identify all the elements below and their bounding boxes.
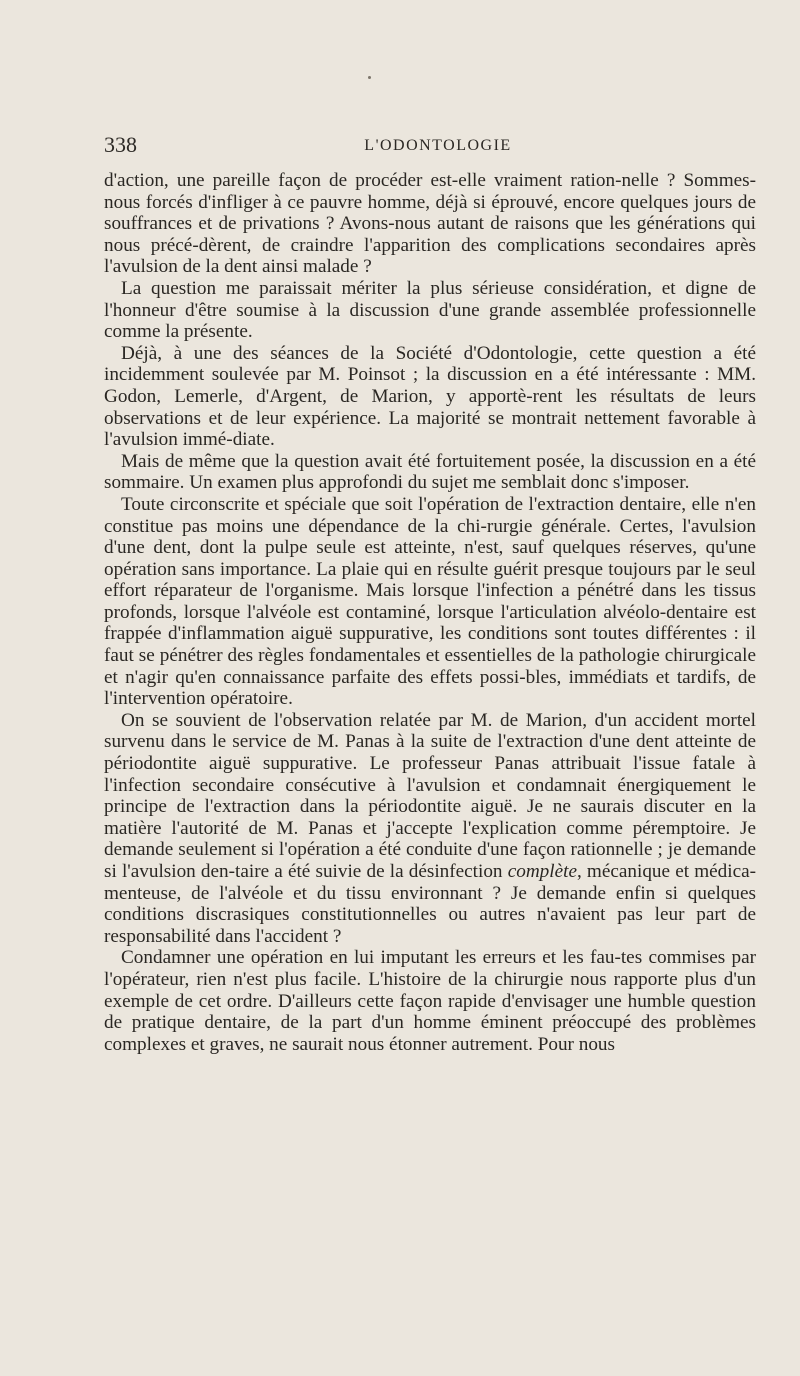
page-number: 338 <box>104 132 137 157</box>
paragraph-text: d'action, une pareille façon de procéder est-elle vraiment ration-nelle ? Sommes-nous forcés d'infliger à ce pauvre homme, déjà si éprouvé, encore quelques jours de souffrances et de privations ? Avons-nous autant de raisons que les générations qui nous précé-dèrent, de craindre l'apparition des complications secondaires après l'avulsion de la dent ainsi malade ? <box>104 170 756 278</box>
paragraph-text: Condamner une opération en lui imputant les erreurs et les fau-tes commises par l'opérateur, rien n'est plus facile. L'histoire de la chirurgie nous rapporte plus d'un exemple de cet ordre. D'ailleurs cette façon rapide d'envisager une humble question de pratique dentaire, de la part d'un homme éminent préoccupé des problèmes complexes et graves, ne saurait nous étonner autrement. Pour nous <box>104 947 756 1055</box>
emphasis-text: complète <box>507 861 577 882</box>
page-header <box>104 132 756 158</box>
paragraph-text: Mais de même que la question avait été fortuitement posée, la discussion en a été sommaire. Un examen plus approfondi du sujet me semblait donc s'imposer. <box>104 450 756 494</box>
paragraph-text: La question me paraissait mériter la plus sérieuse considération, et digne de l'honneur d'être soumise à la discussion d'une grande assemblée professionnelle comme la présente. <box>104 277 756 343</box>
paragraph <box>104 494 756 710</box>
paragraph <box>104 947 756 1055</box>
paragraph-text: , mécanique et médica-menteuse, de l'alvéole et du tissu environnant ? Je demande enfin si quelques conditions discrasiques constitutionnelles ou autres n'avaient pas leur part de responsabilité dans l'accident ? <box>104 861 756 947</box>
paragraph-text: On se souvient de l'observation relatée par M. de Marion, d'un accident mortel survenu dans le service de M. Panas à la suite de l'extraction d'une dent atteinte de périodontite aiguë suppurative. Le professeur Panas attribuait l'issue fatale à l'infection secondaire consécutive à l'avulsion et condamnait énergiquement le principe de l'extraction dans la périodontite aiguë. Je ne saurais discuter en la matière l'autorité de M. Panas et j'accepte l'explication comme péremptoire. Je demande seulement si l'opération a été conduite d'une façon rationnelle ; je demande si l'avulsion den-taire a été suivie de la désinfection <box>104 709 756 882</box>
paragraph <box>104 710 756 948</box>
paper-speck <box>368 76 371 79</box>
paragraph <box>104 343 756 451</box>
paragraph <box>104 451 756 494</box>
paragraph <box>104 278 756 343</box>
running-title: L'ODONTOLOGIE <box>364 137 512 154</box>
paragraph <box>104 170 756 278</box>
paragraph-text: Toute circonscrite et spéciale que soit l'opération de l'extraction dentaire, elle n'en constitue pas moins une dépendance de la chi-rurgie générale. Certes, l'avulsion d'une dent, dont la pulpe seule est atteinte, n'est, sauf quelques réserves, qu'une opération sans importance. La plaie qui en résulte guérit presque toujours par le seul effort réparateur de l'organisme. Mais lorsque l'infection a pénétré dans les tissus profonds, lorsque l'alvéole est contaminé, lorsque l'articulation alvéolo-dentaire est frappée d'inflammation aiguë suppurative, les conditions sont toutes différentes : il faut se pénétrer des règles fondamentales et essentielles de la pathologie chirurgicale et n'agir qu'en connaissance parfaite des effets possi-bles, immédiats et tardifs, de l'intervention opératoire. <box>104 493 756 710</box>
paragraph-text: Déjà, à une des séances de la Société d'Odontologie, cette question a été incidemment soulevée par M. Poinsot ; la discussion en a été intéressante : MM. Godon, Lemerle, d'Argent, de Marion, y apportè-rent les résultats de leurs observations et de leur expérience. La majorité se montrait nettement favorable à l'avulsion immé-diate. <box>104 342 756 451</box>
body-text <box>104 170 756 1055</box>
